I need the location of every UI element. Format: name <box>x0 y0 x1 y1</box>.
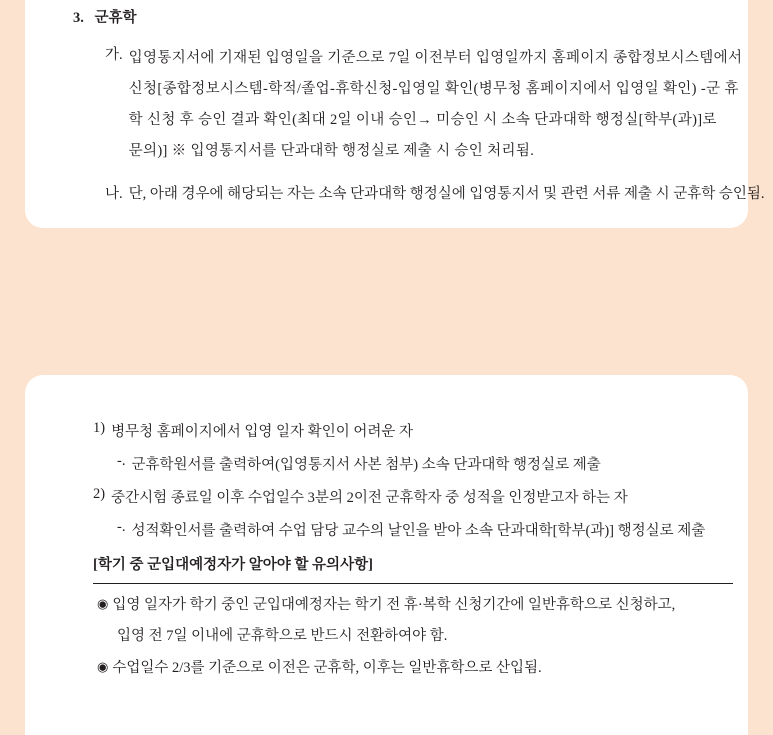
bullet-item-1-line-1 <box>97 593 675 614</box>
horizontal-divider <box>93 583 733 584</box>
bottom-card-panel <box>25 375 748 735</box>
bullet-item-1-line-2 <box>117 624 447 645</box>
paragraph-line: 신청[종합정보시스템-학적/졸업-휴학신청-입영일 확인(병무청 홈페이지에서 입영일 확인) -군 휴 <box>128 81 739 97</box>
list-marker: 1) <box>93 420 106 436</box>
list-body: 군휴학원서를 출력하여(입영통지서 사본 첨부) 소속 단과대학 행정실로 제출 <box>131 457 601 473</box>
list-item-ga <box>105 43 743 167</box>
paragraph-line: 문의)] ※ 입영통지서를 단과대학 행정실로 제출 시 승인 처리됨. <box>128 143 535 159</box>
top-card-panel <box>25 0 765 228</box>
list-body: 성적확인서를 출력하여 수업 담당 교수의 날인을 받아 소속 단과대학[학부(과)] 행정실로 제출 <box>131 523 706 539</box>
section-number: 3. <box>73 10 84 26</box>
bullet-icon: ◉ <box>97 659 109 674</box>
list-marker: -. <box>117 519 126 535</box>
list-marker: 가. <box>105 47 123 63</box>
notice-subheading: [학기 중 군입대예정자가 알아야 할 유의사항] <box>93 557 373 573</box>
list-marker: -. <box>117 453 126 469</box>
paragraph-line: 학 신청 후 승인 결과 확인(최대 2일 이내 승인→ 미승인 시 소속 단과대학 행정실[학부(과)]로 <box>128 112 717 128</box>
sub-item-2 <box>117 519 705 540</box>
section-heading <box>73 11 137 26</box>
paragraph-line: 단, 아래 경우에 해당되는 자는 소속 단과대학 행정실에 입영통지서 및 관련 서류 제출 시 군휴학 승인됨. <box>128 186 765 202</box>
section-title: 군휴학 <box>94 10 137 26</box>
bullet-icon: ◉ <box>97 596 109 611</box>
list-marker: 나. <box>105 186 123 202</box>
list-body: 병무청 홈페이지에서 입영 일자 확인이 어려운 자 <box>111 424 413 440</box>
paragraph <box>129 43 743 167</box>
bullet-text: 입영 일자가 학기 중인 군입대예정자는 학기 전 휴·복학 신청기간에 일반휴학으로 신청하고, <box>112 597 676 613</box>
paragraph-line: 입영통지서에 기재된 입영일을 기준으로 7일 이전부터 입영일까지 홈페이지 종합정보시스템에서 <box>128 50 743 66</box>
numbered-item-2 <box>93 486 628 507</box>
bullet-text: 수업일수 2/3를 기준으로 이전은 군휴학, 이후는 일반휴학으로 산입됨. <box>112 660 542 676</box>
bullet-item-2-line-1 <box>97 656 542 677</box>
sub-item-1 <box>117 453 601 474</box>
numbered-item-1 <box>93 420 413 441</box>
list-body <box>129 182 765 203</box>
list-body <box>129 43 743 167</box>
bullet-text: 입영 전 7일 이내에 군휴학으로 반드시 전환하여야 함. <box>117 628 448 644</box>
list-body: 중간시험 종료일 이후 수업일수 3분의 2이전 군휴학자 중 성적을 인정받고자 하는 자 <box>111 490 628 506</box>
list-item-na <box>105 182 765 203</box>
list-marker: 2) <box>93 486 106 502</box>
